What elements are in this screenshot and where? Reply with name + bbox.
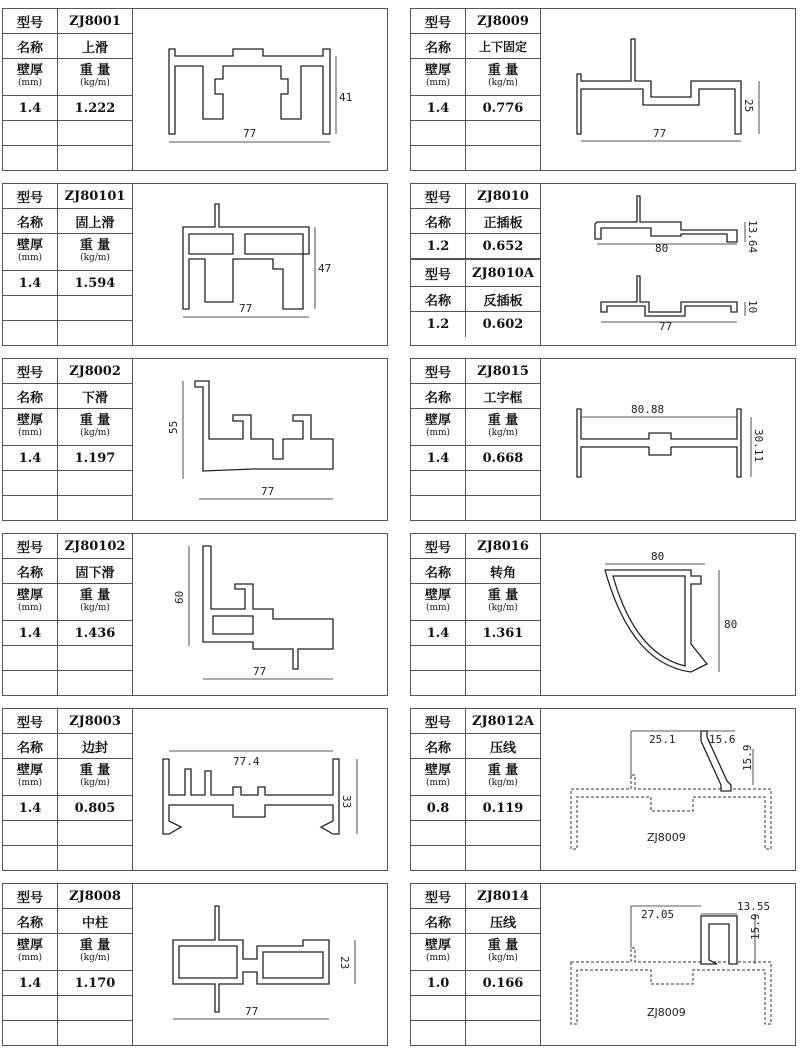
model-value: ZJ8003 [69,713,121,729]
profile-drawing [133,359,387,520]
model-value: ZJ8014 [477,888,529,904]
product-card-zj8016 [410,533,796,696]
weight-value: 1.197 [74,450,116,466]
spec-table: 型号 ZJ8015 名称 工字框 壁厚 (mm) 重 量 (kg/m) 1.4 0.668 [411,359,541,520]
model-label: 型号 [3,9,58,33]
dim-depth: 15.6 [709,733,736,746]
dim-width-2: 77 [659,320,673,333]
weight-value: 0.119 [482,800,524,816]
name-value: 固下滑 [75,565,115,581]
dim-height: 80 [724,618,738,631]
model-value: ZJ8016 [477,538,529,554]
dim-height: 15.9 [741,744,754,771]
profile-shape [577,409,741,477]
profile-drawing [133,884,387,1045]
spec-table: 型号 ZJ8009 名称 上下固定 壁厚 (mm) 重 量 (kg/m) 1.4 0.776 [411,9,541,170]
product-card-zj8008 [2,883,388,1046]
product-card-zj8009 [410,8,796,171]
weight-value: 0.668 [482,450,524,466]
dim-height: 25 [742,99,755,113]
product-card-zj8014 [410,883,796,1046]
spec-table: 型号 ZJ8014 名称 压线 壁厚 (mm) 重 量 (kg/m) 1.0 0.166 [411,884,541,1045]
profile-shape [169,49,330,134]
profile-drawing [541,359,795,520]
weight-value: 1.170 [74,975,116,991]
model-value: ZJ8001 [69,13,121,29]
dim-height: 55 [167,420,180,434]
weight-value: 1.594 [74,275,116,291]
product-card-zj8001 [2,8,388,171]
reference-model: ZJ8009 [647,831,686,844]
thickness-value: 1.4 [3,621,58,645]
name-value: 固上滑 [75,215,115,231]
weight-value: 0.805 [74,800,116,816]
profile-shape [577,39,741,134]
weight-value: 0.166 [482,975,524,991]
name-value: 边封 [81,740,108,756]
product-card-zj8010 [410,183,796,346]
thickness-value: 1.4 [3,271,58,295]
dim-width: 25.1 [649,733,676,746]
dim-height: 60 [173,590,186,604]
name-label: 名称 [3,34,58,58]
spec-table: 型号 ZJ8008 名称 中柱 壁厚 (mm) 重 量 (kg/m) 1.4 1.170 [3,884,133,1045]
profile-drawing [133,709,387,870]
profile-shape [195,381,333,471]
name-value: 上下固定 [478,39,527,54]
dim-height: 33 [340,795,353,809]
spec-table: 型号 ZJ80101 名称 固上滑 壁厚 (mm) 重 量 (kg/m) 1.4 1.594 [3,184,133,345]
model-value: ZJ80102 [64,538,126,554]
thickness-value: 1.4 [411,621,466,645]
weight-value: 0.652 [482,238,524,254]
profile-shape [183,204,309,309]
thickness-value: 1.4 [3,446,58,470]
thickness-value: 0.8 [411,796,466,820]
product-card-zj8015 [410,358,796,521]
product-card-zj80101 [2,183,388,346]
profile-drawing [541,9,795,170]
name-value: 中柱 [81,915,108,931]
dim-height: 47 [318,262,332,275]
thickness-value-2: 1.2 [411,312,466,337]
dim-height: 13.64 [746,220,759,254]
dim-height: 30.11 [752,429,765,463]
dim-height: 15.9 [749,913,762,940]
spec-table: 型号 ZJ8012A 名称 压线 壁厚 (mm) 重 量 (kg/m) 0.8 0.119 [411,709,541,870]
thickness-value: 1.4 [3,971,58,995]
model-value-2: ZJ8010A [472,265,534,281]
name-value: 转角 [489,565,516,581]
name-value: 下滑 [81,390,108,406]
name-value: 压线 [489,915,516,931]
spec-table: 型号 ZJ8010 名称 正插板 1.2 0.652 型号 ZJ8010A 名称 反插板 1.2 0.602 [411,184,541,345]
product-card-zj80102 [2,533,388,696]
product-card-zj8002 [2,358,388,521]
spec-table: 型号 ZJ8003 名称 边封 壁厚 (mm) 重 量 (kg/m) 1.4 0.805 [3,709,133,870]
dim-height: 23 [338,956,351,970]
weight-value: 1.436 [74,625,116,641]
profile-drawing [541,884,795,1045]
dim-height: 41 [339,91,353,104]
name-value: 上滑 [81,40,108,56]
thickness-value: 1.4 [411,446,466,470]
dim-width: 80.88 [631,403,665,416]
profile-shape-zj8010 [595,196,737,242]
profile-drawing [133,534,387,695]
profile-drawing [541,184,795,345]
profile-drawing [133,184,387,345]
thickness-value: 1.2 [411,234,466,258]
profile-shape [203,546,333,669]
dim-depth: 13.55 [737,900,771,913]
product-card-zj8012a [410,708,796,871]
thickness-value: 1.4 [411,96,466,120]
model-value: ZJ80101 [64,188,126,204]
profile-shape [163,759,339,834]
weight-value-2: 0.602 [482,317,524,332]
spec-table [3,9,133,170]
dim-height-2: 10 [746,300,759,314]
model-value: ZJ8009 [477,13,529,29]
dim-width: 77 [253,665,267,678]
dim-width: 77.4 [233,755,260,768]
profile-drawing [541,709,795,870]
spec-table: 型号 ZJ80102 名称 固下滑 壁厚 (mm) 重 量 (kg/m) 1.4 1.436 [3,534,133,695]
model-value: ZJ8008 [69,888,121,904]
name-value: 压线 [489,740,516,756]
weight-value: 1.222 [74,100,116,116]
weight-value: 1.361 [482,625,524,641]
dim-width: 77 [243,127,257,140]
model-value: ZJ8010 [477,188,529,204]
dim-width: 27.05 [641,908,675,921]
reference-model: ZJ8009 [647,1006,686,1019]
profile-shape-zj8010a [601,276,737,316]
product-card-zj8003 [2,708,388,871]
name-value-2: 反插板 [483,293,523,309]
name-value: 工字框 [483,390,523,406]
thickness-header: 壁厚 (mm) [3,59,58,95]
profile-drawing [541,534,795,695]
weight-header: 重 量 (kg/m) [79,63,111,88]
thickness-value: 1.4 [3,796,58,820]
profile-shape [173,906,329,1012]
spec-table: 型号 ZJ8016 名称 转角 壁厚 (mm) 重 量 (kg/m) 1.4 1.361 [411,534,541,695]
thickness-value: 1.4 [3,96,58,120]
name-value: 正插板 [483,215,523,231]
profile-shape [605,570,707,672]
dim-width: 77 [245,1005,259,1018]
model-value: ZJ8015 [477,363,529,379]
profile-shape [701,916,737,964]
dim-width: 77 [653,127,667,140]
model-value: ZJ8012A [472,713,534,729]
dim-width: 80 [655,242,669,255]
dim-width: 77 [239,302,253,315]
model-value: ZJ8002 [69,363,121,379]
profile-drawing [133,9,387,170]
thickness-value: 1.0 [411,971,466,995]
dim-width: 77 [261,485,275,498]
spec-table: 型号 ZJ8002 名称 下滑 壁厚 (mm) 重 量 (kg/m) 1.4 1.197 [3,359,133,520]
weight-value: 0.776 [482,100,524,116]
dim-width: 80 [651,550,665,563]
